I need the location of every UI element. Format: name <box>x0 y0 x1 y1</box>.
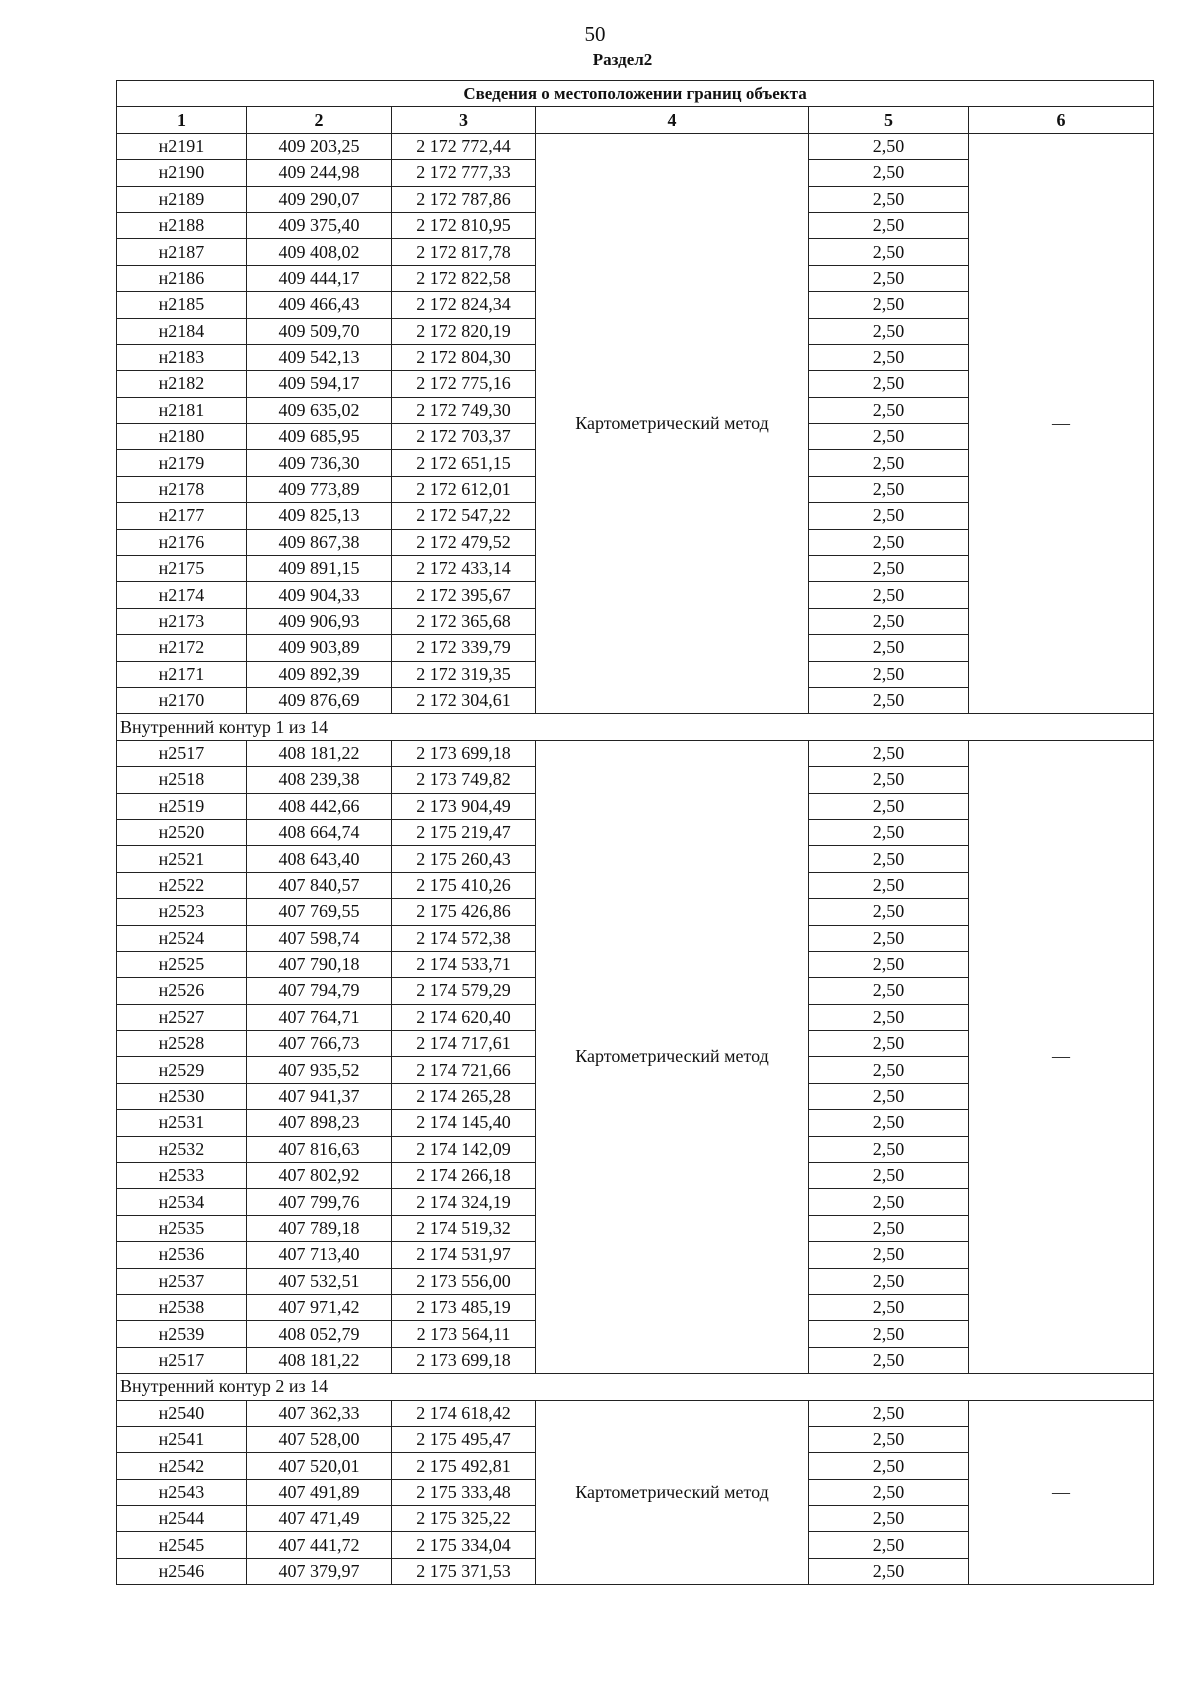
accuracy-value: 2,50 <box>809 371 969 397</box>
accuracy-value: 2,50 <box>809 925 969 951</box>
coordinate-x: 407 362,33 <box>247 1400 392 1426</box>
column6-dash: — <box>969 740 1154 1373</box>
coordinate-x: 409 825,13 <box>247 503 392 529</box>
point-name: н2183 <box>117 344 247 370</box>
coordinate-y: 2 174 266,18 <box>392 1163 536 1189</box>
accuracy-value: 2,50 <box>809 661 969 687</box>
coordinate-y: 2 174 717,61 <box>392 1031 536 1057</box>
coordinate-x: 408 442,66 <box>247 793 392 819</box>
accuracy-value: 2,50 <box>809 951 969 977</box>
coordinate-x: 409 594,17 <box>247 371 392 397</box>
accuracy-value: 2,50 <box>809 1506 969 1532</box>
coordinate-x: 409 290,07 <box>247 186 392 212</box>
coordinate-y: 2 174 533,71 <box>392 951 536 977</box>
coordinate-y: 2 174 519,32 <box>392 1215 536 1241</box>
accuracy-value: 2,50 <box>809 608 969 634</box>
table-row <box>117 1400 1154 1426</box>
coordinate-x: 407 764,71 <box>247 1004 392 1030</box>
point-name: н2179 <box>117 450 247 476</box>
coordinate-y: 2 173 699,18 <box>392 1347 536 1373</box>
coordinate-y: 2 174 721,66 <box>392 1057 536 1083</box>
point-name: н2178 <box>117 476 247 502</box>
accuracy-value: 2,50 <box>809 424 969 450</box>
coordinate-y: 2 172 319,35 <box>392 661 536 687</box>
column-number: 2 <box>247 107 392 133</box>
point-name: н2543 <box>117 1479 247 1505</box>
accuracy-value: 2,50 <box>809 292 969 318</box>
coordinate-y: 2 172 304,61 <box>392 687 536 713</box>
point-name: н2521 <box>117 846 247 872</box>
point-name: н2531 <box>117 1110 247 1136</box>
accuracy-value: 2,50 <box>809 1110 969 1136</box>
page-number: 50 <box>584 22 606 46</box>
coordinate-x: 409 876,69 <box>247 687 392 713</box>
accuracy-value: 2,50 <box>809 1453 969 1479</box>
column-number: 5 <box>809 107 969 133</box>
coordinate-x: 407 713,40 <box>247 1242 392 1268</box>
table-caption: Сведения о местоположении границ объекта <box>117 81 1154 107</box>
accuracy-value: 2,50 <box>809 1242 969 1268</box>
coordinate-x: 409 509,70 <box>247 318 392 344</box>
coordinate-x: 407 379,97 <box>247 1558 392 1584</box>
coordinate-y: 2 172 804,30 <box>392 344 536 370</box>
point-name: н2529 <box>117 1057 247 1083</box>
coordinate-x: 407 532,51 <box>247 1268 392 1294</box>
point-name: н2530 <box>117 1083 247 1109</box>
accuracy-value: 2,50 <box>809 687 969 713</box>
coordinate-y: 2 173 904,49 <box>392 793 536 819</box>
column6-dash: — <box>969 133 1154 714</box>
point-name: н2518 <box>117 767 247 793</box>
accuracy-value: 2,50 <box>809 1004 969 1030</box>
accuracy-value: 2,50 <box>809 872 969 898</box>
coordinate-y: 2 173 749,82 <box>392 767 536 793</box>
coordinate-y: 2 172 365,68 <box>392 608 536 634</box>
coordinate-y: 2 174 579,29 <box>392 978 536 1004</box>
table-caption-row <box>117 81 1154 107</box>
coordinate-x: 409 904,33 <box>247 582 392 608</box>
coordinate-y: 2 172 612,01 <box>392 476 536 502</box>
coordinate-y: 2 175 325,22 <box>392 1506 536 1532</box>
coordinate-y: 2 173 564,11 <box>392 1321 536 1347</box>
accuracy-value: 2,50 <box>809 582 969 608</box>
coordinate-y: 2 175 426,86 <box>392 899 536 925</box>
coordinate-x: 408 643,40 <box>247 846 392 872</box>
point-name: н2517 <box>117 1347 247 1373</box>
point-name: н2172 <box>117 635 247 661</box>
accuracy-value: 2,50 <box>809 1215 969 1241</box>
point-name: н2528 <box>117 1031 247 1057</box>
coordinate-x: 409 635,02 <box>247 397 392 423</box>
accuracy-value: 2,50 <box>809 318 969 344</box>
boundary-coordinates-table <box>116 80 1154 1585</box>
coordinate-x: 409 867,38 <box>247 529 392 555</box>
column-number: 4 <box>536 107 809 133</box>
point-name: н2533 <box>117 1163 247 1189</box>
point-name: н2523 <box>117 899 247 925</box>
coordinate-y: 2 174 324,19 <box>392 1189 536 1215</box>
accuracy-value: 2,50 <box>809 1031 969 1057</box>
accuracy-value: 2,50 <box>809 476 969 502</box>
coordinate-x: 409 203,25 <box>247 133 392 159</box>
coordinate-x: 407 441,72 <box>247 1532 392 1558</box>
coordinate-x: 409 466,43 <box>247 292 392 318</box>
point-name: н2537 <box>117 1268 247 1294</box>
point-name: н2190 <box>117 160 247 186</box>
point-name: н2517 <box>117 740 247 766</box>
coordinate-y: 2 172 820,19 <box>392 318 536 344</box>
coordinate-x: 407 528,00 <box>247 1426 392 1452</box>
point-name: н2545 <box>117 1532 247 1558</box>
accuracy-value: 2,50 <box>809 1532 969 1558</box>
accuracy-value: 2,50 <box>809 265 969 291</box>
table-body <box>117 133 1154 1584</box>
coordinate-x: 407 802,92 <box>247 1163 392 1189</box>
point-name: н2182 <box>117 371 247 397</box>
coordinate-y: 2 174 142,09 <box>392 1136 536 1162</box>
coordinate-x: 407 971,42 <box>247 1294 392 1320</box>
accuracy-value: 2,50 <box>809 899 969 925</box>
section-title: Раздел2 <box>592 50 653 69</box>
point-name: н2170 <box>117 687 247 713</box>
accuracy-value: 2,50 <box>809 1136 969 1162</box>
coordinate-x: 408 664,74 <box>247 819 392 845</box>
point-name: н2522 <box>117 872 247 898</box>
coordinate-y: 2 172 777,33 <box>392 160 536 186</box>
accuracy-value: 2,50 <box>809 1163 969 1189</box>
accuracy-value: 2,50 <box>809 212 969 238</box>
accuracy-value: 2,50 <box>809 133 969 159</box>
accuracy-value: 2,50 <box>809 397 969 423</box>
accuracy-value: 2,50 <box>809 978 969 1004</box>
accuracy-value: 2,50 <box>809 160 969 186</box>
accuracy-value: 2,50 <box>809 529 969 555</box>
method-cell: Картометрический метод <box>536 1400 809 1585</box>
accuracy-value: 2,50 <box>809 846 969 872</box>
method-cell: Картометрический метод <box>536 133 809 714</box>
coordinate-y: 2 172 395,67 <box>392 582 536 608</box>
coordinate-x: 407 794,79 <box>247 978 392 1004</box>
point-name: н2189 <box>117 186 247 212</box>
contour-label: Внутренний контур 1 из 14 <box>117 714 1154 740</box>
coordinate-y: 2 172 772,44 <box>392 133 536 159</box>
point-name: н2534 <box>117 1189 247 1215</box>
coordinate-x: 407 520,01 <box>247 1453 392 1479</box>
accuracy-value: 2,50 <box>809 450 969 476</box>
coordinate-y: 2 174 620,40 <box>392 1004 536 1030</box>
coordinate-y: 2 172 749,30 <box>392 397 536 423</box>
accuracy-value: 2,50 <box>809 186 969 212</box>
accuracy-value: 2,50 <box>809 767 969 793</box>
coordinate-x: 407 898,23 <box>247 1110 392 1136</box>
point-name: н2174 <box>117 582 247 608</box>
coordinate-y: 2 174 618,42 <box>392 1400 536 1426</box>
point-name: н2525 <box>117 951 247 977</box>
coordinate-x: 407 840,57 <box>247 872 392 898</box>
coordinate-x: 407 941,37 <box>247 1083 392 1109</box>
coordinate-y: 2 175 371,53 <box>392 1558 536 1584</box>
accuracy-value: 2,50 <box>809 503 969 529</box>
accuracy-value: 2,50 <box>809 344 969 370</box>
coordinate-y: 2 173 556,00 <box>392 1268 536 1294</box>
coordinate-x: 409 891,15 <box>247 556 392 582</box>
contour-header-row <box>117 1374 1154 1400</box>
coordinate-y: 2 172 433,14 <box>392 556 536 582</box>
accuracy-value: 2,50 <box>809 1558 969 1584</box>
point-name: н2541 <box>117 1426 247 1452</box>
accuracy-value: 2,50 <box>809 740 969 766</box>
accuracy-value: 2,50 <box>809 635 969 661</box>
coordinate-y: 2 175 219,47 <box>392 819 536 845</box>
coordinate-y: 2 175 492,81 <box>392 1453 536 1479</box>
coordinate-y: 2 174 145,40 <box>392 1110 536 1136</box>
point-name: н2175 <box>117 556 247 582</box>
coordinate-y: 2 172 822,58 <box>392 265 536 291</box>
accuracy-value: 2,50 <box>809 1347 969 1373</box>
point-name: н2180 <box>117 424 247 450</box>
accuracy-value: 2,50 <box>809 1321 969 1347</box>
accuracy-value: 2,50 <box>809 1057 969 1083</box>
point-name: н2520 <box>117 819 247 845</box>
coordinate-x: 409 685,95 <box>247 424 392 450</box>
point-name: н2191 <box>117 133 247 159</box>
accuracy-value: 2,50 <box>809 556 969 582</box>
point-name: н2535 <box>117 1215 247 1241</box>
coordinate-x: 409 906,93 <box>247 608 392 634</box>
coordinate-y: 2 175 333,48 <box>392 1479 536 1505</box>
coordinate-y: 2 172 810,95 <box>392 212 536 238</box>
coordinate-y: 2 172 547,22 <box>392 503 536 529</box>
coordinate-y: 2 172 787,86 <box>392 186 536 212</box>
accuracy-value: 2,50 <box>809 1479 969 1505</box>
point-name: н2519 <box>117 793 247 819</box>
coordinate-x: 409 375,40 <box>247 212 392 238</box>
column6-dash: — <box>969 1400 1154 1585</box>
accuracy-value: 2,50 <box>809 793 969 819</box>
point-name: н2173 <box>117 608 247 634</box>
method-cell: Картометрический метод <box>536 740 809 1373</box>
contour-label: Внутренний контур 2 из 14 <box>117 1374 1154 1400</box>
coordinate-y: 2 172 817,78 <box>392 239 536 265</box>
accuracy-value: 2,50 <box>809 1400 969 1426</box>
coordinate-y: 2 175 410,26 <box>392 872 536 898</box>
coordinate-x: 407 598,74 <box>247 925 392 951</box>
point-name: н2526 <box>117 978 247 1004</box>
table-row <box>117 133 1154 159</box>
coordinate-x: 408 181,22 <box>247 1347 392 1373</box>
coordinate-y: 2 172 703,37 <box>392 424 536 450</box>
coordinate-y: 2 172 775,16 <box>392 371 536 397</box>
point-name: н2532 <box>117 1136 247 1162</box>
point-name: н2527 <box>117 1004 247 1030</box>
contour-header-row <box>117 714 1154 740</box>
coordinate-x: 409 542,13 <box>247 344 392 370</box>
coordinate-y: 2 173 699,18 <box>392 740 536 766</box>
coordinate-x: 407 790,18 <box>247 951 392 977</box>
accuracy-value: 2,50 <box>809 1294 969 1320</box>
point-name: н2187 <box>117 239 247 265</box>
point-name: н2536 <box>117 1242 247 1268</box>
table-row <box>117 740 1154 766</box>
point-name: н2184 <box>117 318 247 344</box>
coordinate-y: 2 172 651,15 <box>392 450 536 476</box>
point-name: н2177 <box>117 503 247 529</box>
coordinate-x: 407 769,55 <box>247 899 392 925</box>
coordinate-x: 408 052,79 <box>247 1321 392 1347</box>
column-number: 3 <box>392 107 536 133</box>
coordinate-x: 407 766,73 <box>247 1031 392 1057</box>
point-name: н2539 <box>117 1321 247 1347</box>
point-name: н2181 <box>117 397 247 423</box>
accuracy-value: 2,50 <box>809 239 969 265</box>
coordinate-x: 409 773,89 <box>247 476 392 502</box>
coordinate-y: 2 175 260,43 <box>392 846 536 872</box>
coordinate-y: 2 175 495,47 <box>392 1426 536 1452</box>
point-name: н2538 <box>117 1294 247 1320</box>
coordinate-x: 409 244,98 <box>247 160 392 186</box>
point-name: н2546 <box>117 1558 247 1584</box>
column-number: 1 <box>117 107 247 133</box>
point-name: н2540 <box>117 1400 247 1426</box>
coordinate-x: 407 935,52 <box>247 1057 392 1083</box>
point-name: н2176 <box>117 529 247 555</box>
coordinate-x: 407 471,49 <box>247 1506 392 1532</box>
coordinate-y: 2 174 572,38 <box>392 925 536 951</box>
coordinate-y: 2 172 339,79 <box>392 635 536 661</box>
point-name: н2185 <box>117 292 247 318</box>
coordinate-y: 2 174 265,28 <box>392 1083 536 1109</box>
accuracy-value: 2,50 <box>809 1083 969 1109</box>
column-number-row <box>117 107 1154 133</box>
coordinate-x: 407 816,63 <box>247 1136 392 1162</box>
coordinate-x: 409 736,30 <box>247 450 392 476</box>
coordinate-x: 407 799,76 <box>247 1189 392 1215</box>
coordinate-x: 409 903,89 <box>247 635 392 661</box>
column-number: 6 <box>969 107 1154 133</box>
coordinate-y: 2 172 824,34 <box>392 292 536 318</box>
point-name: н2188 <box>117 212 247 238</box>
point-name: н2171 <box>117 661 247 687</box>
accuracy-value: 2,50 <box>809 1189 969 1215</box>
accuracy-value: 2,50 <box>809 819 969 845</box>
coordinate-x: 407 491,89 <box>247 1479 392 1505</box>
coordinate-y: 2 174 531,97 <box>392 1242 536 1268</box>
coordinate-y: 2 172 479,52 <box>392 529 536 555</box>
coordinate-x: 408 181,22 <box>247 740 392 766</box>
point-name: н2544 <box>117 1506 247 1532</box>
coordinate-x: 409 444,17 <box>247 265 392 291</box>
coordinate-x: 409 408,02 <box>247 239 392 265</box>
accuracy-value: 2,50 <box>809 1268 969 1294</box>
point-name: н2542 <box>117 1453 247 1479</box>
coordinate-y: 2 173 485,19 <box>392 1294 536 1320</box>
accuracy-value: 2,50 <box>809 1426 969 1452</box>
coordinate-x: 407 789,18 <box>247 1215 392 1241</box>
coordinate-x: 408 239,38 <box>247 767 392 793</box>
coordinate-x: 409 892,39 <box>247 661 392 687</box>
point-name: н2186 <box>117 265 247 291</box>
coordinate-y: 2 175 334,04 <box>392 1532 536 1558</box>
point-name: н2524 <box>117 925 247 951</box>
